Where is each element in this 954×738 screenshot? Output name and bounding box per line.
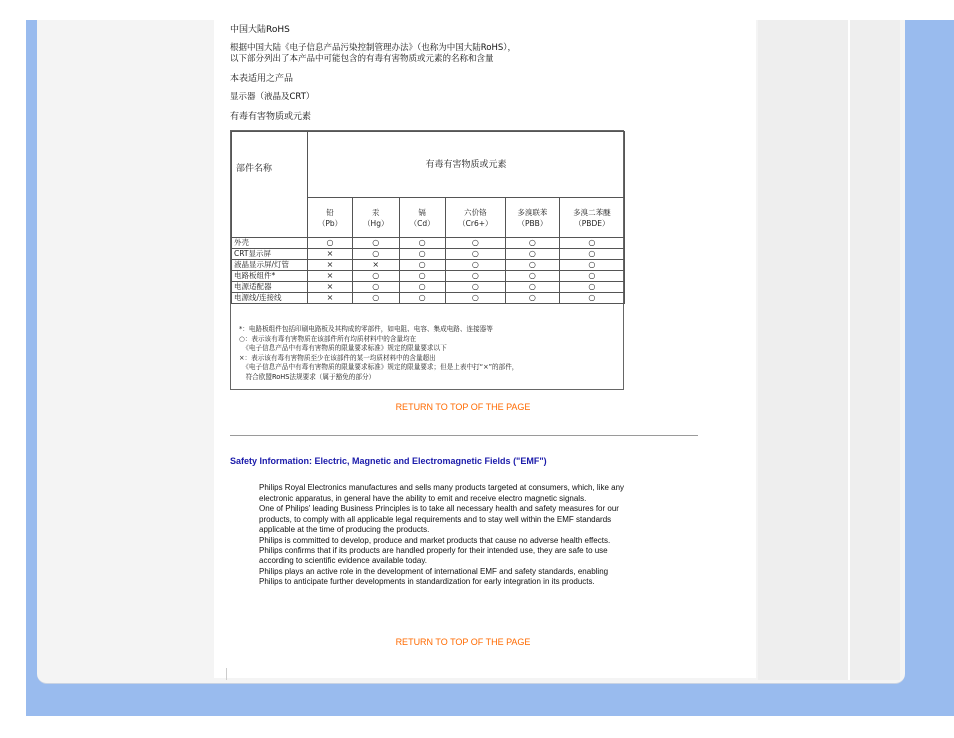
column-symbol: （Cd） — [409, 218, 435, 228]
section-divider — [230, 435, 698, 436]
rohs-table — [231, 131, 625, 304]
rohs-substances-label: 有毒有害物质或元素 — [230, 112, 312, 122]
column-header — [399, 198, 445, 238]
part-name: 电路板组件* — [232, 271, 308, 282]
mark-cell: ○ — [445, 260, 505, 271]
mark-cell: ○ — [559, 238, 624, 249]
mark-cell: × — [308, 293, 353, 304]
rohs-notes — [239, 325, 623, 382]
rohs-intro-line-1: 根据中国大陆《电子信息产品污染控制管理办法》（也称为中国大陆RoHS）， — [230, 43, 517, 53]
mark-cell: ○ — [559, 282, 624, 293]
table-row — [232, 260, 625, 271]
mark-cell: ○ — [399, 238, 445, 249]
mark-cell: × — [308, 249, 353, 260]
part-name: 外壳 — [232, 238, 308, 249]
column-symbol: （Cr6+） — [458, 218, 493, 228]
right-rail — [758, 20, 848, 680]
column-header — [506, 198, 560, 238]
mark-cell: ○ — [506, 249, 560, 260]
mark-cell: × — [352, 260, 399, 271]
column-name: 多溴二苯醚 — [573, 207, 611, 217]
mark-cell: ○ — [445, 249, 505, 260]
rohs-applies-label: 本表适用之产品 — [230, 74, 294, 84]
emf-line: Philips to anticipate further developments in standardization for early integration in its products. — [259, 577, 595, 587]
note-line: 《电子信息产品中有毒有害物质的限量要求标准》规定的限量要求；但是上表中打“×”的部件， — [239, 363, 519, 371]
mark-cell: ○ — [352, 238, 399, 249]
mark-cell: ○ — [506, 282, 560, 293]
mark-cell: ○ — [559, 260, 624, 271]
table-row — [232, 271, 625, 282]
column-symbol: （Pb） — [317, 218, 343, 228]
emf-line: electronic apparatus, in general have the ability to emit and receive electro magnetic signals. — [259, 494, 587, 503]
table-row — [232, 249, 625, 260]
emf-line: Philips plays an active role in the development of international EMF and safety standards, enabling — [259, 566, 609, 576]
mark-cell: ○ — [559, 271, 624, 282]
table-row — [232, 238, 625, 249]
mark-cell: ○ — [506, 260, 560, 271]
far-right-rail — [850, 20, 900, 680]
column-header — [352, 198, 399, 238]
note-line: ○：表示该有毒有害物质在该部件所有均质材料中的含量均在 — [239, 334, 417, 343]
note-line: 《电子信息产品中有毒有害物质的限量要求标准》规定的限量要求以下 — [239, 344, 447, 352]
column-header — [308, 198, 353, 238]
emf-line: Philips is committed to develop, produce and market products that cause no adverse health effects. — [259, 535, 611, 545]
mark-cell: ○ — [506, 293, 560, 304]
part-header: 部件名称 — [232, 132, 308, 238]
mark-cell: ○ — [399, 293, 445, 304]
emf-line: according to scientific evidence available today. — [259, 556, 427, 566]
column-name: 六价铬 — [464, 207, 487, 217]
return-to-top-link[interactable]: RETURN TO TOP OF THE PAGE — [395, 402, 531, 412]
mark-cell: × — [308, 282, 353, 293]
column-name: 镉 — [418, 207, 426, 217]
mark-cell: ○ — [399, 282, 445, 293]
note-line: 符合欧盟RoHS法规要求（属于豁免的部分） — [239, 372, 376, 381]
column-name: 多溴联苯 — [517, 207, 548, 217]
return-to-top-link-bottom[interactable]: RETURN TO TOP OF THE PAGE — [395, 637, 531, 647]
mark-cell: ○ — [506, 238, 560, 249]
mark-cell: ○ — [352, 249, 399, 260]
emf-line: Philips Royal Electronics manufactures and sells many products targeted at consumers, which, like any — [259, 483, 625, 492]
mark-cell: ○ — [559, 249, 624, 260]
note-line: *：电路板组件包括印刷电路板及其构成的零部件，如电阻、电容、集成电路、连接器等 — [239, 325, 493, 333]
mark-cell: ○ — [352, 293, 399, 304]
emf-body — [259, 481, 699, 588]
emf-line: products, to comply with all applicable legal requirements and to stay well within the EMF standards — [259, 514, 612, 524]
note-line: ×：表示该有毒有害物质至少在该部件的某一均质材料中的含量超出 — [239, 353, 436, 362]
emf-line: Philips confirms that if its products are handled properly for their intended use, they are safe to use — [259, 546, 608, 556]
rohs-heading: 中国大陆RoHS — [230, 25, 290, 35]
emf-section-title: Safety Information: Electric, Magnetic and Electromagnetic Fields ("EMF") — [230, 456, 547, 466]
part-name: CRT显示屏 — [232, 249, 308, 260]
column-symbol: （PBDE） — [574, 218, 610, 228]
column-header — [559, 198, 624, 238]
mark-cell: ○ — [506, 271, 560, 282]
mark-cell: ○ — [445, 282, 505, 293]
part-name: 电源适配器 — [232, 282, 308, 293]
mark-cell: × — [308, 271, 353, 282]
rohs-product: 显示器（液晶及CRT） — [230, 92, 315, 102]
mark-cell: ○ — [445, 238, 505, 249]
table-row — [232, 282, 625, 293]
emf-line: applicable at the time of producing the products. — [259, 525, 430, 535]
column-symbol: （Hg） — [363, 218, 389, 228]
emf-line: One of Philips' leading Business Principles is to take all necessary health and safety measures for our — [259, 504, 619, 514]
mark-cell: ○ — [352, 282, 399, 293]
column-name: 铅 — [326, 207, 334, 217]
mark-cell: ○ — [559, 293, 624, 304]
mark-cell: × — [308, 260, 353, 271]
mark-cell: ○ — [399, 260, 445, 271]
mark-cell: ○ — [445, 293, 505, 304]
mark-cell: ○ — [308, 238, 353, 249]
table-row — [232, 293, 625, 304]
rohs-intro-line-2: 以下部分列出了本产品中可能包含的有毒有害物质或元素的名称和含量 — [230, 54, 494, 64]
column-name: 汞 — [372, 207, 380, 217]
part-name: 电源线/连接线 — [232, 293, 308, 304]
table-header-row — [232, 132, 625, 198]
part-name: 液晶显示屏/灯管 — [232, 260, 308, 271]
mark-cell: ○ — [399, 249, 445, 260]
mark-cell: ○ — [445, 271, 505, 282]
column-edge-mark — [226, 668, 227, 680]
mark-cell: ○ — [399, 271, 445, 282]
rohs-table-box — [230, 130, 624, 390]
substance-group-header: 有毒有害物质或元素 — [308, 132, 625, 198]
column-symbol: （PBB） — [517, 218, 548, 228]
mark-cell: ○ — [352, 271, 399, 282]
column-header — [445, 198, 505, 238]
